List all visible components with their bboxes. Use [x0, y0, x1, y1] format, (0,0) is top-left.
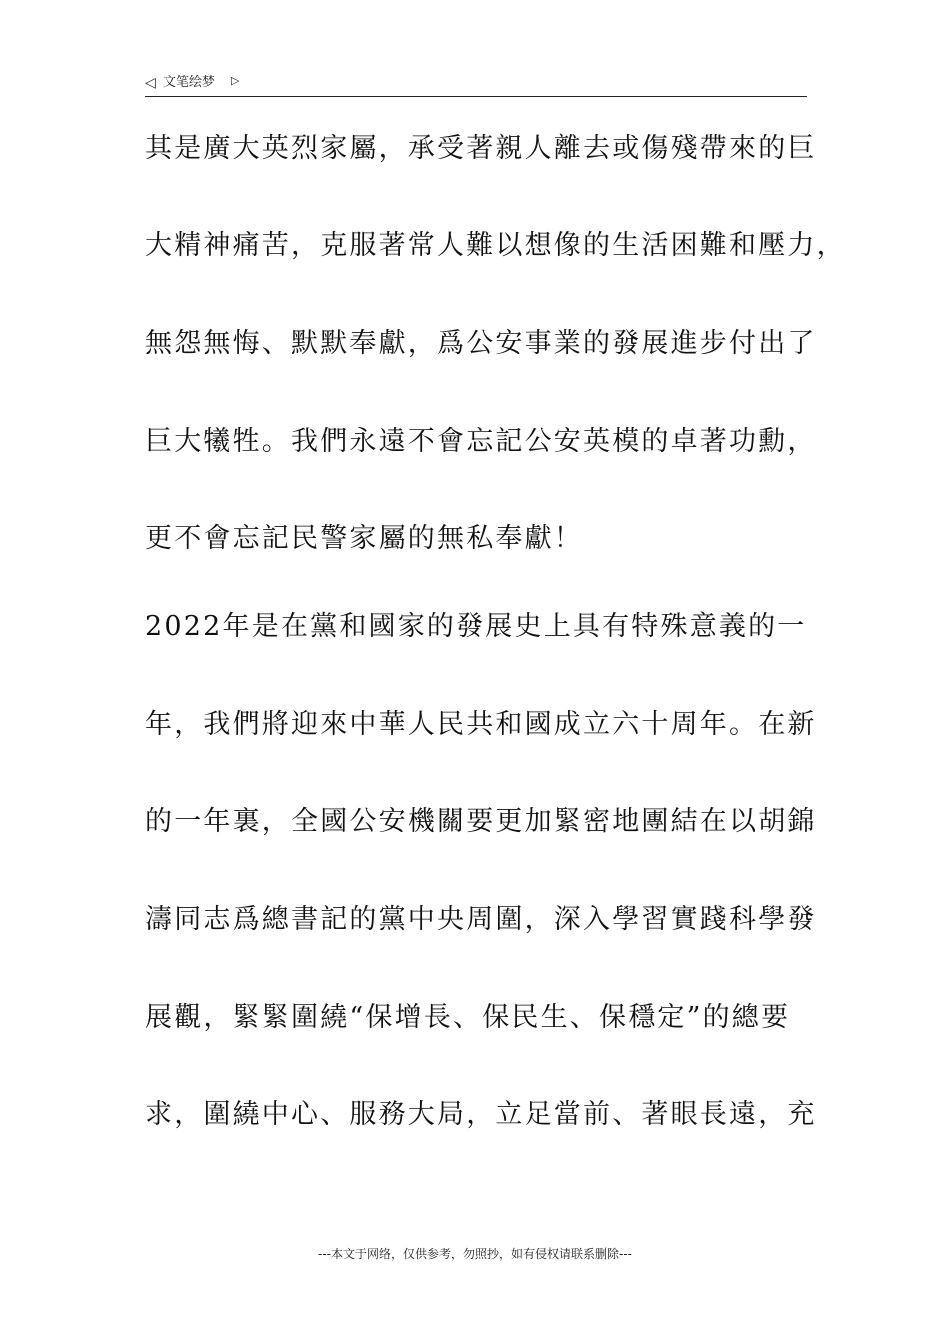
- header-title: 文笔绘梦: [163, 75, 216, 90]
- body-line-7: 年，我們將迎來中華人民共和國成立六十周年。在新: [145, 709, 817, 740]
- triangle-right-icon: ▷: [231, 74, 240, 87]
- body-line-2: 大精神痛苦，克服著常人難以想像的生活困難和壓力，: [145, 230, 846, 261]
- body-line-11: 求，圍繞中心、服務大局，立足當前、著眼長遠，充: [145, 1099, 817, 1130]
- triangle-left-icon: ◁: [145, 75, 156, 91]
- body-line-3: 無怨無悔、默默奉獻，爲公安事業的發展進步付出了: [145, 328, 817, 359]
- body-line-8: 的一年裏，全國公安機關要更加緊密地團結在以胡錦: [145, 806, 817, 837]
- body-line-10: 展觀，緊緊圍繞“保增長、保民生、保穩定”的總要: [145, 1002, 791, 1033]
- body-line-4: 巨大犧牲。我們永遠不會忘記公安英模的卓著功勳，: [145, 426, 817, 457]
- body-line-1: 其是廣大英烈家屬，承受著親人離去或傷殘帶來的巨: [145, 133, 817, 164]
- page-header: [145, 74, 807, 97]
- page-footer: ---本文于网络，仅供参考，勿照抄，如有侵权请联系删除---: [318, 1247, 632, 1261]
- body-line-6: 2022年是在黨和國家的發展史上具有特殊意義的一: [145, 611, 807, 642]
- body-line-9: 濤同志爲總書記的黨中央周圍，深入學習實踐科學發: [145, 904, 817, 935]
- body-line-5: 更不會忘記民警家屬的無私奉獻！: [145, 523, 583, 554]
